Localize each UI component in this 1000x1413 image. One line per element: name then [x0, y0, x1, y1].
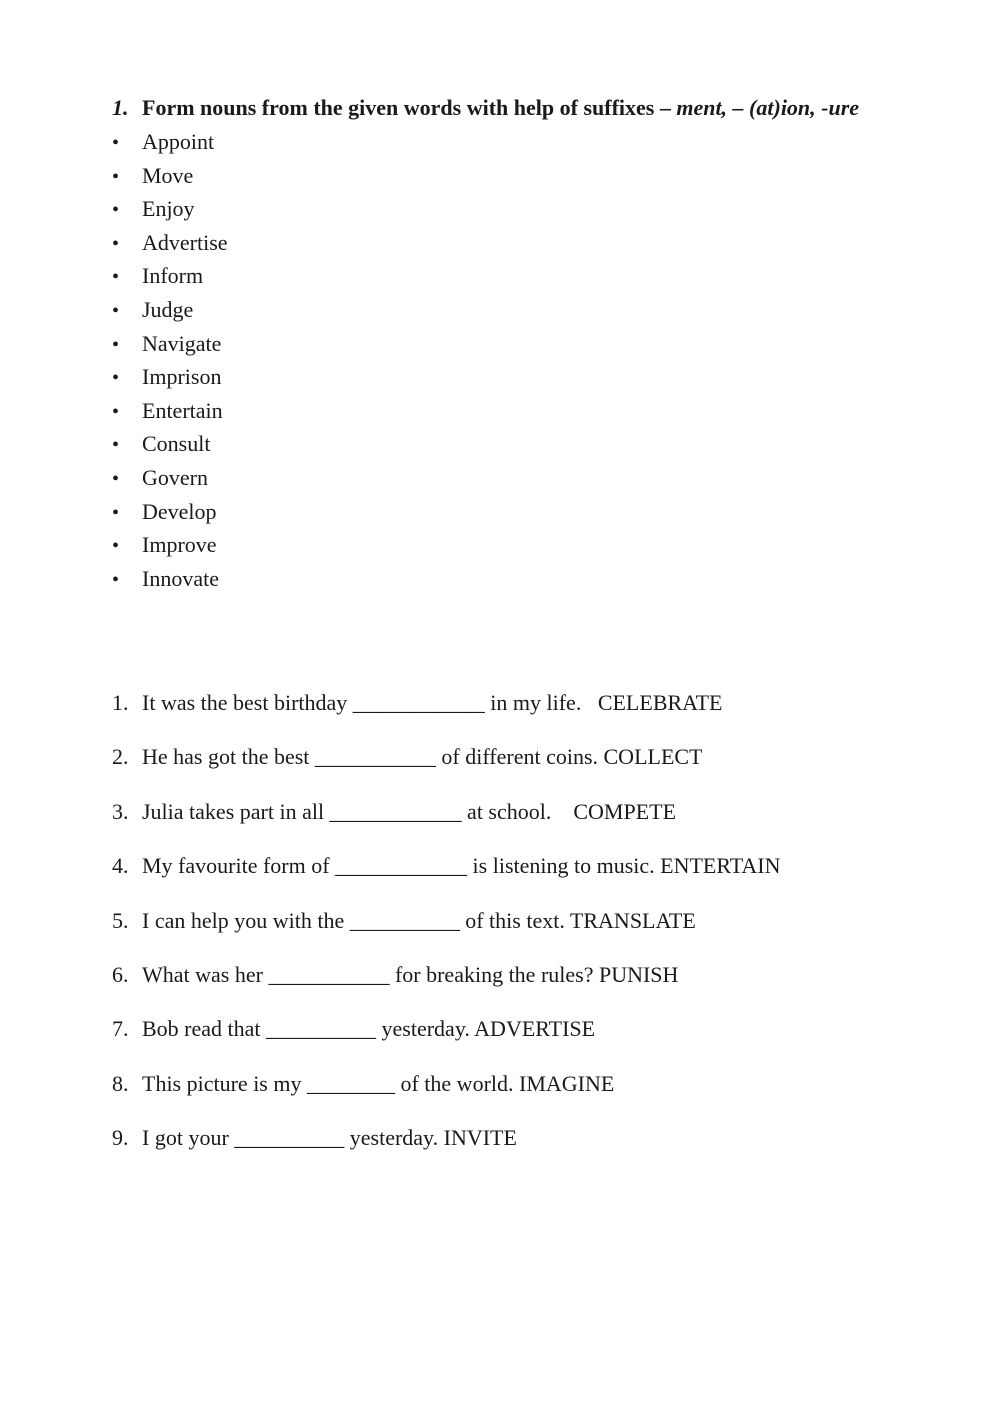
sentence-item: [112, 906, 781, 960]
sentence-text: Julia takes part in all ____________ at school. COMPETE: [142, 798, 677, 824]
sentence-item: [112, 1123, 781, 1177]
bullet-icon: •: [112, 299, 120, 322]
sentence-text: I can help you with the __________ of this text. TRANSLATE: [142, 907, 696, 933]
word-text: Improve: [142, 532, 217, 558]
word-text: Advertise: [142, 229, 228, 255]
bullet-icon: •: [112, 132, 120, 154]
bullet-icon: •: [112, 232, 120, 255]
sentence-text: He has got the best ___________ of different coins. COLLECT: [142, 744, 703, 770]
word-list-item: [112, 161, 228, 195]
word-list-item: [112, 194, 228, 228]
sentence-text: My favourite form of ____________ is listening to music. ENTERTAIN: [142, 853, 781, 879]
bullet-icon: •: [112, 367, 120, 390]
sentence-number: 3.: [112, 798, 129, 824]
word-text: Govern: [142, 464, 208, 490]
word-list-item: [112, 261, 228, 295]
sentence-number: 1.: [112, 690, 129, 715]
bullet-icon: •: [112, 434, 120, 457]
bullet-icon: •: [112, 333, 120, 356]
sentence-item: [112, 1069, 781, 1123]
word-text: Entertain: [142, 397, 223, 423]
task-heading: [112, 94, 982, 122]
bullet-icon: •: [112, 165, 120, 188]
word-text: Navigate: [142, 330, 222, 356]
sentence-item: [112, 797, 781, 851]
sentence-item: [112, 688, 781, 742]
word-list-item: [112, 429, 228, 463]
word-text: Enjoy: [142, 196, 195, 222]
task-instruction: Form nouns from the given words with help of suffixes –: [142, 95, 671, 120]
sentence-item: [112, 851, 781, 905]
word-list-item: [112, 530, 228, 564]
sentence-text: This picture is my ________ of the world. IMAGINE: [142, 1070, 615, 1096]
sentence-item: [112, 1014, 781, 1068]
word-text: Inform: [142, 263, 204, 289]
sentence-text: It was the best birthday ____________ in my life. CELEBRATE: [142, 690, 723, 715]
word-list-item: [112, 396, 228, 430]
sentence-number: 4.: [112, 853, 129, 879]
word-text: Judge: [142, 296, 194, 322]
word-text: Imprison: [142, 364, 222, 390]
word-list-item: [112, 362, 228, 396]
task-suffixes: ment, – (at)ion, -ure: [676, 95, 860, 120]
bullet-icon: •: [112, 501, 120, 524]
word-text: Appoint: [142, 129, 215, 154]
bullet-icon: •: [112, 467, 120, 490]
sentence-number: 2.: [112, 744, 129, 770]
sentence-number: 7.: [112, 1016, 129, 1042]
word-text: Consult: [142, 431, 211, 457]
sentence-item: [112, 960, 781, 1014]
word-text: Develop: [142, 498, 217, 524]
bullet-icon: •: [112, 568, 120, 591]
sentence-text: I got your __________ yesterday. INVITE: [142, 1125, 517, 1151]
sentence-text: What was her ___________ for breaking the rules? PUNISH: [142, 961, 679, 987]
word-text: Innovate: [142, 565, 219, 591]
word-list-item: [112, 564, 228, 598]
word-list-item: [112, 329, 228, 363]
sentence-number: 8.: [112, 1070, 129, 1096]
word-list-item: [112, 127, 228, 161]
sentence-text: Bob read that __________ yesterday. ADVERTISE: [142, 1016, 596, 1042]
word-list: [112, 127, 228, 597]
word-list-item: [112, 463, 228, 497]
sentence-number: 6.: [112, 961, 129, 987]
word-text: Move: [142, 162, 194, 188]
sentence-number: 9.: [112, 1125, 129, 1151]
sentence-list: [112, 688, 781, 1178]
bullet-icon: •: [112, 199, 120, 222]
sentence-item: [112, 742, 781, 796]
word-list-item: [112, 228, 228, 262]
word-list-item: [112, 497, 228, 531]
sentence-number: 5.: [112, 907, 129, 933]
word-list-item: [112, 295, 228, 329]
task-number: 1.: [112, 95, 129, 120]
bullet-icon: •: [112, 400, 120, 423]
bullet-icon: •: [112, 266, 120, 289]
bullet-icon: •: [112, 535, 120, 558]
